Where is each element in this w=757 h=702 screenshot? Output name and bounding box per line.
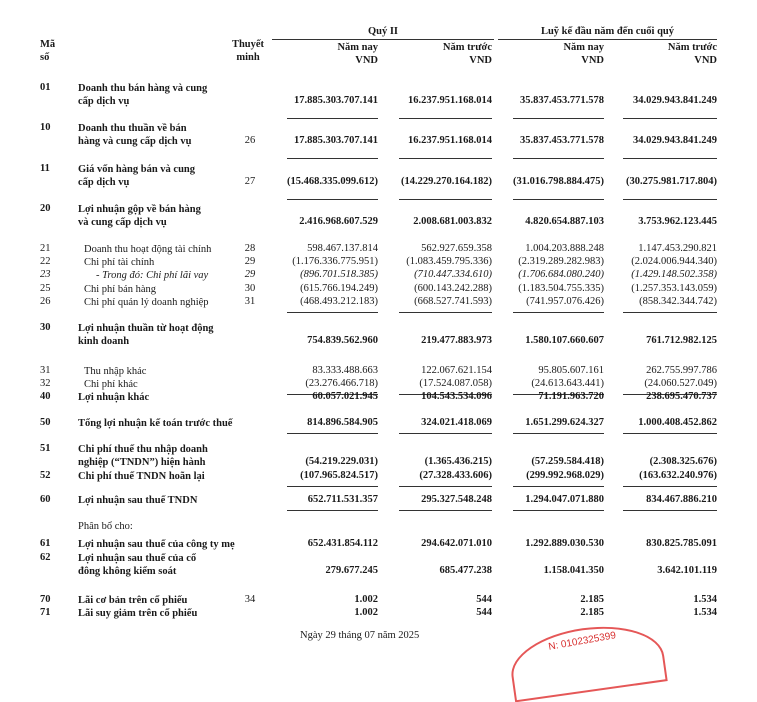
row-code: 51 [40, 443, 51, 454]
row-value-col-2: (14.229.270.164.182) [401, 176, 492, 187]
row-value-col-1: (107.965.824.517) [300, 470, 378, 481]
row-value-col-1: 1.002 [354, 594, 378, 605]
subtotal-rule [623, 118, 717, 119]
row-value-col-3: (1.706.684.080.240) [518, 269, 604, 280]
row-value-col-2: (1.083.459.795.336) [406, 256, 492, 267]
row-value-col-3: 4.820.654.887.103 [525, 216, 604, 227]
row-value-col-4: (1.257.353.143.059) [631, 283, 717, 294]
row-value-col-2: (17.524.087.058) [419, 378, 492, 389]
row-label: Lợi nhuận gộp về bán hàng và cung cấp dịch vụ [78, 204, 201, 228]
row-label: Chi phí quản lý doanh nghiệp [84, 297, 209, 308]
subtotal-rule [287, 486, 378, 487]
row-value-col-1: 17.885.303.707.141 [294, 95, 378, 106]
subtotal-rule [399, 433, 492, 434]
row-code: 61 [40, 538, 51, 549]
subtotal-rule [513, 312, 604, 313]
row-label: Lãi cơ bản trên cổ phiếu [78, 595, 188, 606]
row-note: 29 [244, 256, 256, 267]
row-value-col-4: 830.825.785.091 [646, 538, 717, 549]
row-code: 60 [40, 494, 51, 505]
row-value-col-2: 544 [476, 594, 492, 605]
subtotal-rule [399, 158, 492, 159]
row-value-col-3: (299.992.968.029) [526, 470, 604, 481]
row-value-col-1: 1.002 [354, 607, 378, 618]
row-value-col-1: 17.885.303.707.141 [294, 135, 378, 146]
row-code: 50 [40, 417, 51, 428]
company-seal [506, 618, 667, 702]
row-code: 71 [40, 607, 51, 618]
row-value-col-4: 1.000.408.452.862 [638, 417, 717, 428]
subtotal-rule [623, 510, 717, 511]
row-value-col-2: 295.327.548.248 [421, 494, 492, 505]
row-value-col-4: 1.534 [693, 594, 717, 605]
header-c1-unit: VND [355, 55, 378, 66]
row-label: Lợi nhuận thuần từ hoạt động kinh doanh [78, 323, 214, 347]
row-value-col-4: (24.060.527.049) [644, 378, 717, 389]
row-value-col-2: 685.477.238 [439, 565, 492, 576]
subtotal-rule [623, 199, 717, 200]
row-value-col-1: (468.493.212.183) [300, 296, 378, 307]
row-label: Lợi nhuận khác [78, 392, 150, 403]
row-value-col-4: (30.275.981.717.804) [626, 176, 717, 187]
row-label: Doanh thu bán hàng và cung cấp dịch vụ [78, 83, 208, 107]
header-quarter: Quý II [367, 26, 399, 37]
header-c4-year: Năm trước [667, 42, 717, 53]
row-value-col-3: 2.185 [580, 594, 604, 605]
row-code: 52 [40, 470, 51, 481]
row-label: Tổng lợi nhuận kế toán trước thuế [78, 418, 233, 429]
row-code: 40 [40, 391, 51, 402]
header-c3-unit: VND [581, 55, 604, 66]
row-label: Giá vốn hàng bán và cung cấp dịch vụ [78, 164, 195, 188]
row-label: Chi phí tài chính [84, 257, 155, 268]
row-value-col-1: (23.276.466.718) [305, 378, 378, 389]
date-line: Ngày 29 tháng 07 năm 2025 [300, 630, 420, 641]
row-value-col-3: 1.651.299.624.327 [525, 417, 604, 428]
row-value-col-3: (741.957.076.426) [526, 296, 604, 307]
subtotal-rule [513, 199, 604, 200]
header-quarter-rule [272, 39, 494, 40]
row-code: 01 [40, 82, 51, 93]
row-value-col-2: 16.237.951.168.014 [408, 95, 492, 106]
row-value-col-4: 1.534 [693, 607, 717, 618]
row-value-col-2: 544 [476, 607, 492, 618]
row-code: 11 [40, 163, 50, 174]
row-value-col-2: 104.543.534.096 [421, 391, 492, 402]
row-code: 25 [40, 283, 51, 294]
row-value-col-4: 238.695.470.737 [646, 391, 717, 402]
row-value-col-2: 16.237.951.168.014 [408, 135, 492, 146]
row-label: Chi phí thuế thu nhập doanh nghiệp (“TNDN”) hiện hành [78, 444, 208, 468]
row-value-col-4: 262.755.997.786 [646, 365, 717, 376]
row-code: 62 [40, 552, 51, 563]
header-c2-year: Năm trước [442, 42, 492, 53]
row-code: 30 [40, 322, 51, 333]
row-value-col-1: 60.057.021.945 [312, 391, 378, 402]
row-value-col-4: 834.467.886.210 [646, 494, 717, 505]
row-value-col-3: (31.016.798.884.475) [513, 176, 604, 187]
subtotal-rule [623, 312, 717, 313]
subtotal-rule [399, 486, 492, 487]
row-label: - Trong đó: Chi phí lãi vay [96, 270, 209, 281]
subtotal-rule [399, 510, 492, 511]
header-ytd: Luỹ kế đầu năm đến cuối quý [540, 26, 675, 37]
subtotal-rule [287, 510, 378, 511]
row-label: Chi phí bán hàng [84, 284, 157, 295]
row-value-col-2: 562.927.659.358 [421, 243, 492, 254]
subtotal-rule [399, 118, 492, 119]
row-label: Lợi nhuận sau thuế TNDN [78, 495, 198, 506]
row-value-col-1: (896.701.518.385) [300, 269, 378, 280]
row-label: Chi phí khác [84, 379, 138, 390]
subtotal-rule [287, 312, 378, 313]
row-value-col-3: 2.185 [580, 607, 604, 618]
row-code: 31 [40, 365, 51, 376]
row-value-col-1: (615.766.194.249) [300, 283, 378, 294]
row-label: Lãi suy giảm trên cổ phiếu [78, 608, 198, 619]
row-value-col-2: 2.008.681.003.832 [413, 216, 492, 227]
row-value-col-3: 95.805.607.161 [538, 365, 604, 376]
row-value-col-4: (1.429.148.502.358) [631, 269, 717, 280]
header-ma-so: Mã số [40, 39, 56, 63]
row-label: Lợi nhuận sau thuế của công ty mẹ [78, 539, 235, 550]
row-value-col-2: 219.477.883.973 [421, 335, 492, 346]
row-value-col-3: 1.294.047.071.880 [525, 494, 604, 505]
seal-text: N: 0102325399 [547, 630, 617, 653]
subtotal-rule [623, 433, 717, 434]
row-code: 70 [40, 594, 51, 605]
row-value-col-1: 814.896.584.905 [307, 417, 378, 428]
row-value-col-2: (27.328.433.606) [419, 470, 492, 481]
row-value-col-1: (54.219.229.031) [305, 456, 378, 467]
row-value-col-1: 598.467.137.814 [307, 243, 378, 254]
subtotal-rule [623, 158, 717, 159]
subtotal-rule [399, 312, 492, 313]
row-value-col-3: (57.259.584.418) [531, 456, 604, 467]
row-value-col-3: 71.191.963.720 [538, 391, 604, 402]
subtotal-rule [513, 433, 604, 434]
header-ytd-rule [498, 39, 717, 40]
row-label: Lợi nhuận sau thuế của cổ đông không kiểm soát [78, 553, 197, 577]
row-note: 28 [244, 243, 256, 254]
row-value-col-3: 1.158.041.350 [543, 565, 604, 576]
row-value-col-4: 3.753.962.123.445 [638, 216, 717, 227]
row-note: 27 [244, 176, 256, 187]
row-value-col-1: 652.431.854.112 [307, 538, 378, 549]
row-code: 23 [40, 269, 51, 280]
row-value-col-3: 1.004.203.888.248 [525, 243, 604, 254]
row-value-col-4: 34.029.943.841.249 [633, 95, 717, 106]
row-label: Doanh thu hoạt động tài chính [84, 244, 212, 255]
header-c3-year: Năm nay [563, 42, 604, 53]
subtotal-rule [513, 118, 604, 119]
row-value-col-3: 1.292.889.030.530 [525, 538, 604, 549]
row-value-col-3: 35.837.453.771.578 [520, 135, 604, 146]
row-note: 31 [244, 296, 256, 307]
row-value-col-3: 1.580.107.660.607 [525, 335, 604, 346]
row-value-col-1: (1.176.336.775.951) [292, 256, 378, 267]
row-code: 21 [40, 243, 51, 254]
row-value-col-4: 3.642.101.119 [657, 565, 717, 576]
row-value-col-3: (2.319.289.282.983) [518, 256, 604, 267]
row-value-col-1: 652.711.531.357 [307, 494, 378, 505]
row-value-col-1: 279.677.245 [325, 565, 378, 576]
row-code: 26 [40, 296, 51, 307]
row-label: Chi phí thuế TNDN hoãn lại [78, 471, 205, 482]
row-value-col-2: 324.021.418.069 [421, 417, 492, 428]
row-value-col-2: (1.365.436.215) [424, 456, 492, 467]
row-code: 20 [40, 203, 51, 214]
subtotal-rule [623, 486, 717, 487]
row-code: 32 [40, 378, 51, 389]
row-value-col-4: (2.024.006.944.340) [631, 256, 717, 267]
row-value-col-4: (163.632.240.976) [639, 470, 717, 481]
row-value-col-1: (15.468.335.099.612) [287, 176, 378, 187]
row-label: Phân bổ cho: [78, 521, 133, 532]
subtotal-rule [287, 118, 378, 119]
row-note: 34 [244, 594, 256, 605]
subtotal-rule [513, 486, 604, 487]
subtotal-rule [287, 433, 378, 434]
row-value-col-4: 761.712.982.125 [646, 335, 717, 346]
header-c4-unit: VND [694, 55, 717, 66]
row-value-col-3: 35.837.453.771.578 [520, 95, 604, 106]
row-note: 26 [244, 135, 256, 146]
row-code: 22 [40, 256, 51, 267]
subtotal-rule [513, 158, 604, 159]
row-value-col-2: 294.642.071.010 [421, 538, 492, 549]
row-note: 30 [244, 283, 256, 294]
row-value-col-4: 34.029.943.841.249 [633, 135, 717, 146]
header-c2-unit: VND [469, 55, 492, 66]
row-value-col-1: 83.333.488.663 [312, 365, 378, 376]
row-value-col-2: (600.143.242.288) [414, 283, 492, 294]
row-label: Thu nhập khác [84, 366, 147, 377]
row-label: Doanh thu thuần về bán hàng và cung cấp dịch vụ [78, 123, 192, 147]
row-value-col-3: (1.183.504.755.335) [518, 283, 604, 294]
row-value-col-1: 754.839.562.960 [307, 335, 378, 346]
row-value-col-4: 1.147.453.290.821 [638, 243, 717, 254]
subtotal-rule [287, 199, 378, 200]
row-value-col-4: (2.308.325.676) [649, 456, 717, 467]
row-value-col-2: (710.447.334.610) [414, 269, 492, 280]
row-code: 10 [40, 122, 51, 133]
row-value-col-2: 122.067.621.154 [421, 365, 492, 376]
header-c1-year: Năm nay [337, 42, 378, 53]
row-value-col-2: (668.527.741.593) [414, 296, 492, 307]
subtotal-rule [287, 158, 378, 159]
subtotal-rule [399, 199, 492, 200]
row-value-col-3: (24.613.643.441) [531, 378, 604, 389]
subtotal-rule [513, 510, 604, 511]
row-note: 29 [244, 269, 256, 280]
row-value-col-1: 2.416.968.607.529 [299, 216, 378, 227]
header-thuyet-minh: Thuyết minh [231, 39, 265, 63]
row-value-col-4: (858.342.344.742) [639, 296, 717, 307]
